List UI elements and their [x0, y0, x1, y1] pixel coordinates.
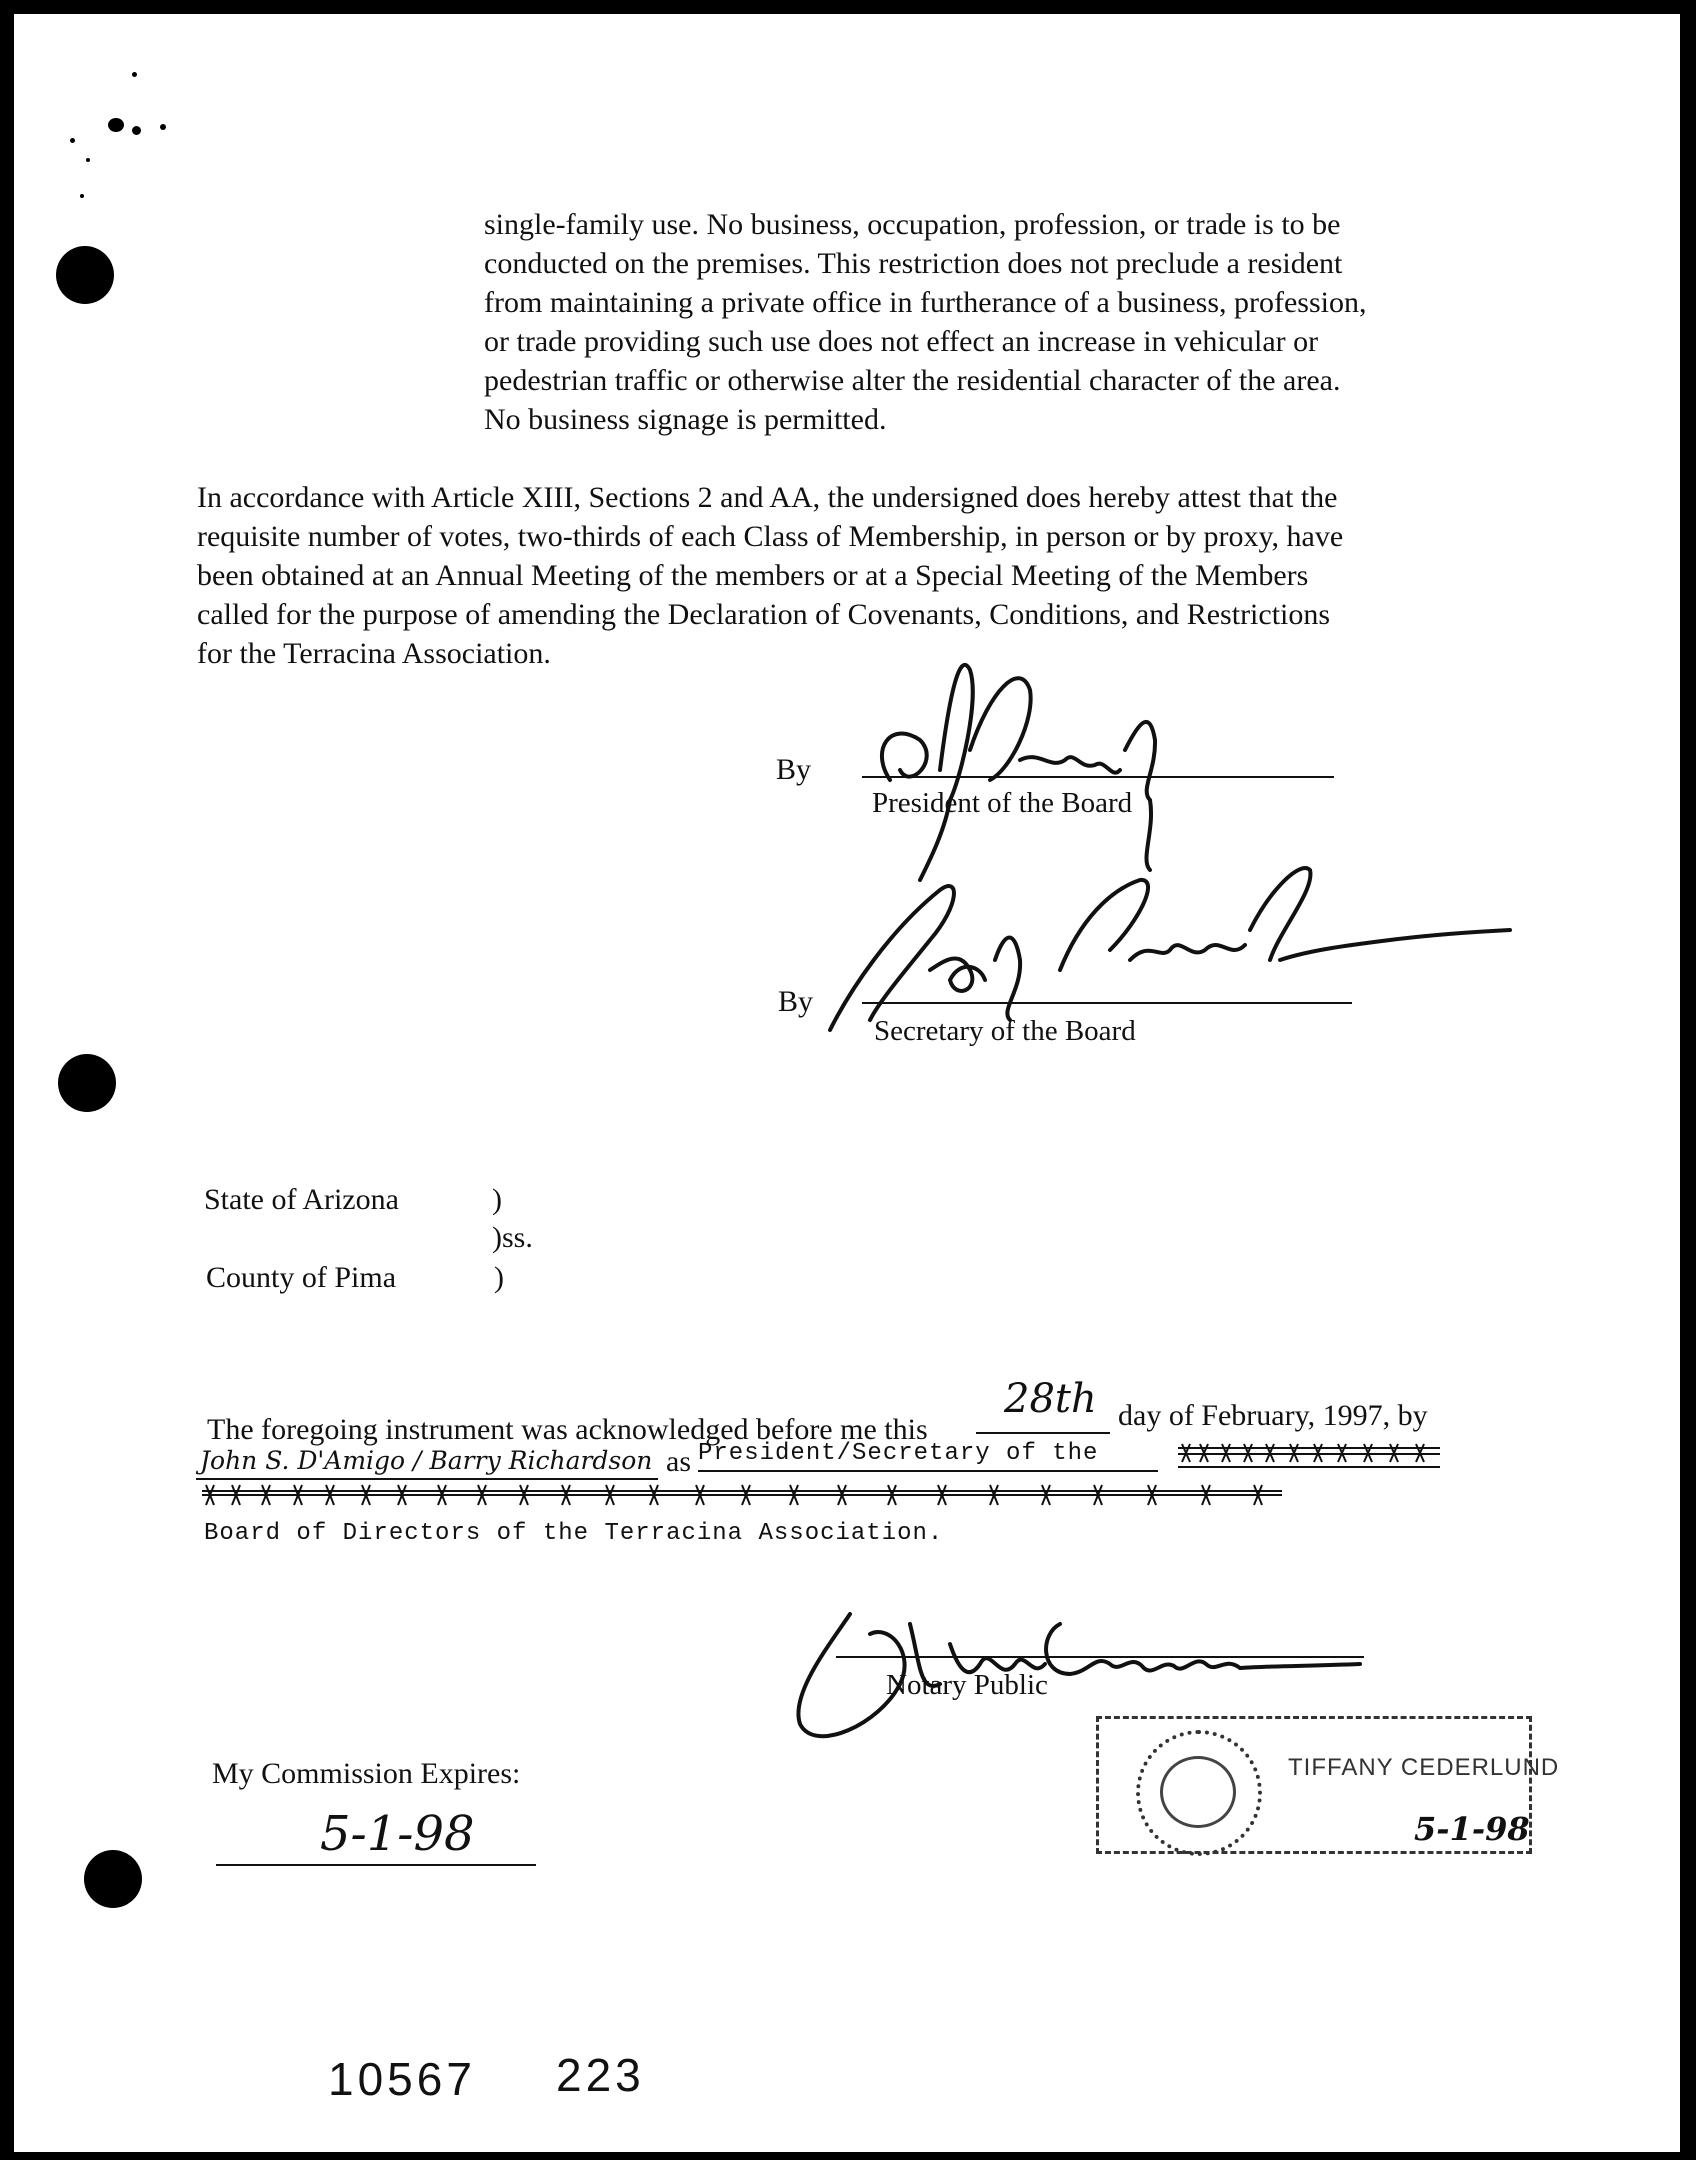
restriction-line: from maintaining a private office in furtherance of a business, profession,	[484, 286, 1367, 319]
county-label: County of Pima	[206, 1261, 397, 1294]
notary-signature-line	[836, 1656, 1364, 1658]
restriction-line: pedestrian traffic or otherwise alter the residential character of the area.	[484, 364, 1341, 397]
ink-speck	[132, 126, 141, 135]
names-handwritten: John S. D'Amigo / Barry Richardson	[200, 1446, 653, 1475]
notary-caption: Notary Public	[886, 1669, 1048, 1701]
president-caption: President of the Board	[872, 787, 1133, 819]
commission-date-handwritten: 5-1-98	[320, 1806, 475, 1862]
capacity-underline	[698, 1470, 1158, 1472]
stamp-date-handwritten: 5-1-98	[1414, 1810, 1530, 1848]
ink-speck	[86, 158, 90, 162]
restriction-paragraph	[484, 205, 1434, 439]
struck-text-1	[1178, 1440, 1440, 1468]
attestation-paragraph	[197, 478, 1437, 673]
punch-hole-middle	[58, 1054, 116, 1112]
attestation-line: been obtained at an Annual Meeting of the members or at a Special Meeting of the Members	[197, 559, 1309, 592]
ink-speck	[70, 138, 75, 143]
restriction-line: or trade providing such use does not effect an increase in vehicular or	[484, 325, 1319, 358]
attestation-line: In accordance with Article XIII, Sections 2 and AA, the undersigned does hereby attest that the	[197, 481, 1338, 514]
state-label: State of Arizona	[204, 1183, 399, 1216]
ink-speck	[108, 118, 124, 132]
ack-line-1-start: The foregoing instrument was acknowledged before me this	[207, 1413, 928, 1446]
typed-capacity: President/Secretary of the	[698, 1440, 1099, 1467]
day-handwritten: 28th	[1004, 1376, 1097, 1422]
day-blank-line	[976, 1432, 1110, 1434]
ink-speck	[160, 124, 166, 130]
punch-hole-top	[56, 246, 114, 304]
restriction-line: conducted on the premises. This restriction does not preclude a resident	[484, 247, 1343, 280]
by-label-president: By	[776, 753, 812, 786]
ink-speck	[132, 72, 137, 77]
attestation-line: called for the purpose of amending the Declaration of Covenants, Conditions, and Restrictions	[197, 598, 1331, 631]
ack-line-1-end: day of February, 1997, by	[1118, 1399, 1428, 1432]
attestation-line: requisite number of votes, two-thirds of each Class of Membership, in person or by proxy, have	[197, 520, 1344, 553]
secretary-caption: Secretary of the Board	[874, 1015, 1136, 1047]
names-blank-line	[196, 1478, 658, 1480]
typed-line-3: Board of Directors of the Terracina Association.	[204, 1520, 944, 1547]
restriction-line: single-family use. No business, occupation, profession, or trade is to be	[484, 208, 1341, 241]
attestation-line: for the Terracina Association.	[197, 637, 551, 670]
document-page-number: 223	[556, 2049, 645, 2101]
venue-paren: )	[492, 1183, 502, 1216]
punch-hole-bottom	[84, 1850, 142, 1908]
notary-seal-emblem	[1160, 1756, 1236, 1828]
struck-text-2	[202, 1482, 1282, 1508]
by-label-secretary: By	[778, 985, 814, 1018]
restriction-line: No business signage is permitted.	[484, 403, 887, 436]
document-book-number: 10567	[328, 2053, 476, 2105]
notary-stamp-name: TIFFANY CEDERLUND	[1288, 1754, 1560, 1781]
venue-ss: )ss.	[492, 1221, 533, 1254]
ink-speck	[80, 194, 84, 198]
venue-paren: )	[494, 1261, 504, 1294]
commission-line	[216, 1864, 536, 1866]
as-word: as	[666, 1445, 691, 1478]
secretary-signature	[810, 850, 1530, 1060]
commission-label: My Commission Expires:	[212, 1757, 521, 1790]
